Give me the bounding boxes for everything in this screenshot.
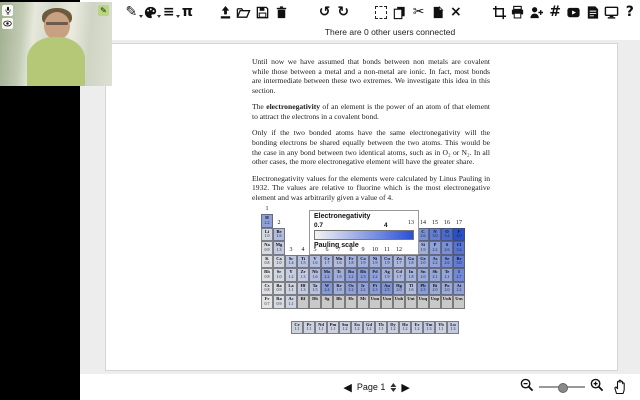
element-cell: Sg bbox=[321, 295, 333, 309]
element-cell: Be 1.6 bbox=[273, 228, 285, 242]
undo-button[interactable] bbox=[316, 2, 333, 22]
cut-button[interactable] bbox=[410, 2, 427, 22]
element-cell: Cs 0.8 bbox=[261, 282, 273, 296]
element-cell: Os 2.2 bbox=[345, 282, 357, 296]
scale-max-label: 4 bbox=[384, 222, 388, 230]
pen-tool-button[interactable] bbox=[123, 2, 140, 22]
element-cell: O 3.4 bbox=[441, 228, 453, 242]
edit-permission-button[interactable] bbox=[98, 5, 109, 16]
scale-name-label: Pauling scale bbox=[314, 242, 359, 250]
status-bar bbox=[80, 24, 640, 40]
group-number-label: 8 bbox=[349, 247, 353, 254]
element-cell: Ac 1.1 bbox=[285, 295, 297, 309]
zoom-slider-knob[interactable] bbox=[558, 383, 568, 393]
notes-button[interactable] bbox=[584, 2, 601, 22]
canvas-area bbox=[80, 40, 640, 374]
print-button[interactable] bbox=[509, 2, 526, 22]
save-icon bbox=[255, 5, 270, 20]
group-number-label: 10 bbox=[372, 247, 378, 254]
element-cell: Rh 2.3 bbox=[357, 268, 369, 282]
element-cell: Mg 1.3 bbox=[273, 241, 285, 255]
scissors-icon: ✂ bbox=[412, 4, 425, 20]
group-number-label: 2 bbox=[277, 220, 281, 227]
element-cell: Co 1.9 bbox=[357, 255, 369, 269]
trash-icon bbox=[274, 5, 289, 20]
element-cell: Bi 2.0 bbox=[429, 282, 441, 296]
element-cell: Uus bbox=[453, 295, 465, 309]
copy-button[interactable] bbox=[392, 2, 409, 22]
element-cell: Tc 1.9 bbox=[333, 268, 345, 282]
element-cell: Bh bbox=[333, 295, 345, 309]
invite-user-button[interactable] bbox=[528, 2, 545, 22]
eye-icon bbox=[3, 20, 12, 27]
webcam-still bbox=[0, 2, 112, 86]
select-area-button[interactable] bbox=[373, 2, 390, 22]
element-cell: Er 1.2 bbox=[411, 321, 423, 335]
element-cell: At 2.2 bbox=[453, 282, 465, 296]
color-palette-button[interactable] bbox=[142, 2, 159, 22]
zoom-controls bbox=[520, 374, 604, 400]
element-cell: Ra 0.9 bbox=[273, 295, 285, 309]
mute-mic-button[interactable] bbox=[2, 5, 13, 16]
copy-icon bbox=[392, 5, 407, 20]
element-cell: V 1.6 bbox=[309, 255, 321, 269]
element-cell: Cr 1.7 bbox=[321, 255, 333, 269]
pan-hand-button[interactable] bbox=[612, 378, 628, 400]
zoom-slider[interactable] bbox=[539, 381, 585, 393]
printer-icon bbox=[510, 5, 525, 20]
element-cell: W 2.4 bbox=[321, 282, 333, 296]
element-cell: Fr 0.7 bbox=[261, 295, 273, 309]
group-number-label: 16 bbox=[444, 220, 450, 227]
element-cell: Uut bbox=[405, 295, 417, 309]
group-number-label: 12 bbox=[396, 247, 402, 254]
element-cell: Si 1.9 bbox=[417, 241, 429, 255]
group-number-label: 3 bbox=[289, 247, 293, 254]
group-number-label: 9 bbox=[361, 247, 365, 254]
group-number-label: 1 bbox=[265, 206, 269, 213]
element-cell: La 1.1 bbox=[285, 282, 297, 296]
selection-marquee-icon bbox=[375, 6, 387, 19]
lines-icon: ≡ bbox=[162, 4, 175, 20]
main-area bbox=[80, 0, 640, 400]
whiteboard-page[interactable] bbox=[105, 43, 618, 371]
element-cell: Se 2.6 bbox=[441, 255, 453, 269]
group-number-label: 4 bbox=[301, 247, 305, 254]
clear-button[interactable] bbox=[448, 2, 465, 22]
element-cell: Cu 1.9 bbox=[381, 255, 393, 269]
youtube-button[interactable] bbox=[565, 2, 582, 22]
element-cell: Mo 2.2 bbox=[321, 268, 333, 282]
element-cell: Uun bbox=[369, 295, 381, 309]
element-cell: Po 2.0 bbox=[441, 282, 453, 296]
page-number-label: Page 1 bbox=[356, 382, 386, 392]
element-cell: Db bbox=[309, 295, 321, 309]
paste-icon bbox=[430, 5, 445, 20]
element-cell: Nd 1.1 bbox=[315, 321, 327, 335]
bottom-bar bbox=[80, 374, 640, 400]
screen-share-button[interactable] bbox=[603, 2, 620, 22]
element-cell: Ta 1.5 bbox=[309, 282, 321, 296]
next-page-button[interactable]: ▶ bbox=[401, 380, 410, 394]
connected-users-status: There are 0 other users connected bbox=[324, 27, 456, 37]
element-cell: Rb 0.8 bbox=[261, 268, 273, 282]
element-cell: Ga 1.8 bbox=[405, 255, 417, 269]
element-cell: S 2.6 bbox=[441, 241, 453, 255]
upload-icon bbox=[218, 5, 233, 20]
upload-button[interactable] bbox=[217, 2, 234, 22]
element-cell: Au 2.5 bbox=[381, 282, 393, 296]
help-button[interactable] bbox=[622, 2, 639, 22]
gradient-scale-bar bbox=[314, 230, 414, 240]
element-cell: Y 1.2 bbox=[285, 268, 297, 282]
group-number-label: 6 bbox=[325, 247, 329, 254]
element-cell: Cd 1.7 bbox=[393, 268, 405, 282]
element-cell: Hs bbox=[345, 295, 357, 309]
element-cell: Uuh bbox=[441, 295, 453, 309]
element-cell: Sr 1.0 bbox=[273, 268, 285, 282]
element-cell: Li 1.0 bbox=[261, 228, 273, 242]
element-cell: Sc 1.4 bbox=[285, 255, 297, 269]
element-cell: Ca 1.0 bbox=[273, 255, 285, 269]
element-cell: Pt 2.3 bbox=[369, 282, 381, 296]
paragraph: The electronegativity of an element is the power of an atom of that element to attract the electrons in a covalent bond. bbox=[252, 102, 490, 121]
element-cell: Nb 1.6 bbox=[309, 268, 321, 282]
element-cell: Eu 1.2 bbox=[351, 321, 363, 335]
youtube-icon bbox=[566, 5, 581, 20]
element-cell: Sn 2.0 bbox=[417, 268, 429, 282]
element-cell: Uuq bbox=[417, 295, 429, 309]
element-cell: I 2.7 bbox=[453, 268, 465, 282]
delete-page-button[interactable] bbox=[273, 2, 290, 22]
folder-open-icon bbox=[236, 5, 251, 20]
group-number-label: 13 bbox=[408, 220, 414, 227]
undo-icon: ↺ bbox=[318, 4, 331, 20]
element-cell: Rf bbox=[297, 295, 309, 309]
paragraph: Only if the two bonded atoms have the same electronegativity will the bonding electrons be shared equally between the two atoms. This would be the case in any bond between two identical atoms, such as in O₂ or N₂. In all other cases, the more electronegative element will have the greater share. bbox=[252, 128, 490, 167]
pencil-icon: ✎ bbox=[125, 4, 138, 20]
element-cell: Pr 1.1 bbox=[303, 321, 315, 335]
element-cell: Ce 1.1 bbox=[291, 321, 303, 335]
element-cell: Uub bbox=[393, 295, 405, 309]
crop-icon bbox=[492, 5, 507, 20]
figure-title: Electronegativity bbox=[314, 213, 371, 221]
element-cell: Na 0.9 bbox=[261, 241, 273, 255]
equation-button[interactable] bbox=[179, 2, 196, 22]
element-cell: Br 3.0 bbox=[453, 255, 465, 269]
page-stepper[interactable] bbox=[390, 383, 396, 392]
group-number-label: 11 bbox=[384, 247, 390, 254]
element-cell: N 3.0 bbox=[429, 228, 441, 242]
paragraph: Until now we have assumed that bonds between non metals are covalent while those between a metal and a non-metal are ionic. In fact, most bonds are intermediate between these two extremes. We investigate this idea in this section. bbox=[252, 57, 490, 95]
save-button[interactable] bbox=[254, 2, 271, 22]
element-cell: Hg 2.0 bbox=[393, 282, 405, 296]
element-cell: Uuu bbox=[381, 295, 393, 309]
element-cell: Hf 1.3 bbox=[297, 282, 309, 296]
group-number-label: 5 bbox=[313, 247, 317, 254]
paragraph: Electronegativity values for the elements were calculated by Linus Pauling in 1932. The values are relative to fluorine which is the most electronegative element and was arbitrarily given a value of 4. bbox=[252, 173, 490, 202]
microphone-icon bbox=[4, 6, 12, 15]
element-cell: Mt bbox=[357, 295, 369, 309]
pi-icon: π bbox=[181, 4, 193, 20]
element-cell: Pd 2.2 bbox=[369, 268, 381, 282]
grid-button[interactable] bbox=[547, 2, 564, 22]
zoom-in-button[interactable] bbox=[590, 378, 604, 397]
element-cell: Yb 1.1 bbox=[435, 321, 447, 335]
element-cell: Mn 1.6 bbox=[333, 255, 345, 269]
monitor-icon bbox=[604, 5, 619, 20]
element-cell: Pm 1.1 bbox=[327, 321, 339, 335]
redo-icon: ↻ bbox=[337, 4, 350, 20]
hide-video-button[interactable] bbox=[2, 18, 13, 29]
element-cell: Dy 1.2 bbox=[387, 321, 399, 335]
element-cell: Pb 2.3 bbox=[417, 282, 429, 296]
element-cell: Fe 1.8 bbox=[345, 255, 357, 269]
group-number-label: 14 bbox=[420, 220, 426, 227]
page-navigation bbox=[343, 374, 409, 400]
element-cell: Zn 1.7 bbox=[393, 255, 405, 269]
crop-button[interactable] bbox=[491, 2, 508, 22]
element-cell: Uup bbox=[429, 295, 441, 309]
redo-button[interactable] bbox=[335, 2, 352, 22]
element-cell: Ir 2.2 bbox=[357, 282, 369, 296]
video-thumbnail-self[interactable] bbox=[0, 2, 112, 86]
line-thickness-button[interactable] bbox=[160, 2, 177, 22]
element-cell: K 0.8 bbox=[261, 255, 273, 269]
zoom-out-button[interactable] bbox=[520, 378, 534, 397]
element-cell: Ba 0.9 bbox=[273, 282, 285, 296]
periodic-table-figure bbox=[261, 206, 467, 346]
group-number-label: 7 bbox=[337, 247, 341, 254]
element-cell: Ti 1.5 bbox=[297, 255, 309, 269]
element-cell: Ni 1.9 bbox=[369, 255, 381, 269]
element-cell: Ge 2.0 bbox=[417, 255, 429, 269]
x-icon: × bbox=[450, 4, 462, 20]
element-cell: Ho 1.2 bbox=[399, 321, 411, 335]
element-cell: Ag 1.9 bbox=[381, 268, 393, 282]
document-icon bbox=[585, 5, 600, 20]
element-cell: Cl 3.2 bbox=[453, 241, 465, 255]
group-number-label: 15 bbox=[432, 220, 438, 227]
group-number-label: 17 bbox=[456, 220, 462, 227]
element-cell: Tl 1.6 bbox=[405, 282, 417, 296]
element-cell: F 4.0 bbox=[453, 228, 465, 242]
previous-page-button[interactable]: ◀ bbox=[343, 380, 352, 394]
open-file-button[interactable] bbox=[236, 2, 253, 22]
scale-min-label: 0.7 bbox=[314, 222, 324, 230]
document-text bbox=[252, 57, 490, 346]
pencil-icon: ✎ bbox=[100, 5, 107, 15]
element-cell: H 2.2 bbox=[261, 214, 273, 228]
element-cell: Te 2.1 bbox=[441, 268, 453, 282]
element-cell: Gd 1.2 bbox=[363, 321, 375, 335]
element-cell: C 2.6 bbox=[417, 228, 429, 242]
element-cell: Sb 2.1 bbox=[429, 268, 441, 282]
element-cell: Tm 1.3 bbox=[423, 321, 435, 335]
element-cell: Sm 1.2 bbox=[339, 321, 351, 335]
element-cell: In 1.8 bbox=[405, 268, 417, 282]
toolbar bbox=[80, 0, 640, 24]
element-cell: Zr 1.3 bbox=[297, 268, 309, 282]
palette-icon bbox=[143, 5, 158, 20]
element-cell: As 2.2 bbox=[429, 255, 441, 269]
grid-icon: # bbox=[549, 4, 562, 20]
element-cell: Lu 1.3 bbox=[447, 321, 459, 335]
element-cell: Re 1.9 bbox=[333, 282, 345, 296]
user-plus-icon bbox=[529, 5, 544, 20]
element-cell: Ru 2.2 bbox=[345, 268, 357, 282]
element-cell: Tb 1.1 bbox=[375, 321, 387, 335]
element-cell: P 2.2 bbox=[429, 241, 441, 255]
question-mark-icon: ? bbox=[625, 4, 634, 20]
paste-button[interactable] bbox=[429, 2, 446, 22]
